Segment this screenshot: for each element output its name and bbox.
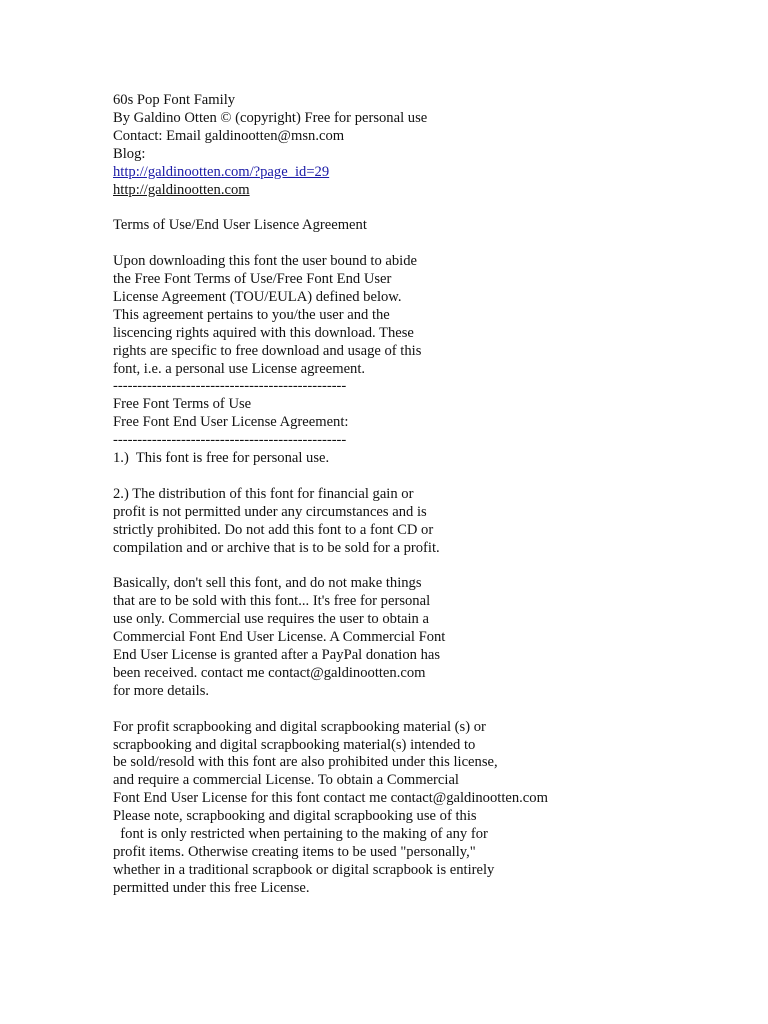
separator-line: ------------------------------------------------ [113,432,347,449]
spacer [113,468,753,486]
intro-line: liscencing rights aquired with this download. These [113,324,414,341]
basically-line: End User License is granted after a PayPal donation has [113,647,441,664]
basically-line: for more details. [113,682,210,699]
spacer [113,235,753,253]
document-page [113,92,753,898]
scrapbook-line: permitted under this free License. [113,879,310,896]
scrapbook-line: and require a commercial License. To obtain a Commercial [113,772,459,789]
basically-line: Commercial Font End User License. A Commercial Font [113,629,446,646]
site-link-line [113,182,753,200]
scrapbook-line: whether in a traditional scrapbook or digital scrapbook is entirely [113,861,495,878]
spacer [113,199,753,217]
scrapbook-line: scrapbooking and digital scrapbooking material(s) intended to [113,736,476,753]
scrapbook-paragraph [113,719,753,898]
clause-2-line: compilation and or archive that is to be sold for a profit. [113,539,440,556]
clause-2-line: 2.) The distribution of this font for financial gain or [113,485,414,502]
basically-line: use only. Commercial use requires the user to obtain a [113,611,429,628]
scrapbook-line: Font End User License for this font contact me contact@galdinootten.com [113,790,548,807]
intro-line: License Agreement (TOU/EULA) defined below. [113,288,402,305]
blog-link-line [113,164,753,182]
section-title-tou: Free Font Terms of Use [113,396,252,413]
clause-2-line: profit is not permitted under any circumstances and is [113,503,427,520]
basically-paragraph [113,575,753,700]
intro-line: rights are specific to free download and usage of this [113,342,422,359]
clause-2-paragraph [113,486,753,558]
scrapbook-line: profit items. Otherwise creating items to be used "personally," [113,843,476,860]
clause-1: 1.) This font is free for personal use. [113,450,330,467]
basically-line: Basically, don't sell this font, and do not make things [113,575,422,592]
blog-label: Blog: [113,145,146,162]
author-byline: By Galdino Otten © (copyright) Free for personal use [113,109,428,126]
intro-line: This agreement pertains to you/the user and the [113,306,390,323]
basically-line: that are to be sold with this font... It's free for personal [113,593,431,610]
scrapbook-line: font is only restricted when pertaining to the making of any for [113,826,488,843]
spacer [113,558,753,576]
scrapbook-line: Please note, scrapbooking and digital scrapbooking use of this [113,808,477,825]
tou-heading: Terms of Use/End User Lisence Agreement [113,217,367,234]
intro-line: Upon downloading this font the user bound to abide [113,253,417,270]
scrapbook-line: be sold/resold with this font are also prohibited under this license, [113,754,498,771]
spacer [113,701,753,719]
intro-paragraph [113,253,753,378]
intro-line: the Free Font Terms of Use/Free Font End User [113,271,392,288]
site-link[interactable]: http://galdinootten.com [113,181,250,198]
intro-line: font, i.e. a personal use License agreement. [113,360,366,377]
clause-2-line: strictly prohibited. Do not add this font to a font CD or [113,521,434,538]
contact-email-line: Contact: Email galdinootten@msn.com [113,127,345,144]
blog-link[interactable]: http://galdinootten.com/?page_id=29 [113,163,330,180]
separator-line: ------------------------------------------------ [113,378,347,395]
scrapbook-line: For profit scrapbooking and digital scrapbooking material (s) or [113,718,486,735]
basically-line: been received. contact me contact@galdinootten.com [113,664,426,681]
font-title: 60s Pop Font Family [113,92,236,108]
section-title-eula: Free Font End User License Agreement: [113,414,349,431]
